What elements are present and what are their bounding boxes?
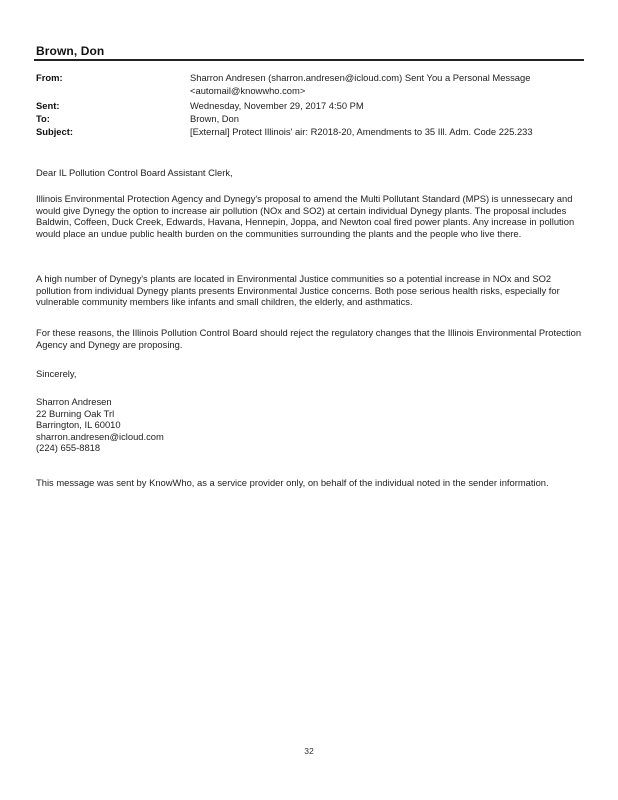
subject-value: [External] Protect Illinois' air: R2018-20, Amendments to 35 Ill. Adm. Code 225.233 <box>190 126 533 137</box>
closing: Sincerely, <box>36 368 77 379</box>
signature-name: Sharron Andresen <box>36 396 112 407</box>
body-paragraph-3 <box>36 327 584 350</box>
body-paragraph-1 <box>36 193 584 239</box>
paragraph-text: A high number of Dynegy's plants are located in Environmental Justice communities so a potential increase in NOx and SO2 pollution from individual Dynegy plants presents Environmental Justice concerns. Both pose serious health risks, especially for vulnerable community members like infants and small children, the elderly, and asthmatics. <box>36 273 560 307</box>
paragraph-text: For these reasons, the Illinois Pollution Control Board should reject the regulatory changes that the Illinois Environmental Protection Agency and Dynegy are proposing. <box>36 327 582 350</box>
signature-street: 22 Burning Oak Trl <box>36 407 115 419</box>
footer-note-text: This message was sent by KnowWho, as a service provider only, on behalf of the individual noted in the sender information. <box>36 477 549 488</box>
footer-note <box>36 477 584 489</box>
to-value: Brown, Don <box>190 113 239 124</box>
sent-value: Wednesday, November 29, 2017 4:50 PM <box>190 100 364 111</box>
from-value-line2: <automail@knowwho.com> <box>190 85 306 96</box>
subject-label: Subject: <box>36 126 73 137</box>
signature-city: Barrington, IL 60010 <box>36 419 121 430</box>
from-value-line1: Sharron Andresen (sharron.andresen@icloud.com) Sent You a Personal Message <box>190 72 531 83</box>
from-label: From: <box>36 72 63 83</box>
signature-phone: (224) 655-8818 <box>36 442 101 453</box>
sender-name: Brown, Don <box>36 44 105 58</box>
page-number: 32 <box>304 746 314 756</box>
paragraph-text: Illinois Environmental Protection Agency and Dynegy's proposal to amend the Multi Pollutant Standard (MPS) is unnessecary and would give Dynegy the option to increase air pollution (NOx and SO2) at certain individual Dynegy plants. The proposal includes Baldwin, Coffeen, Duck Creek, Edwards, Havana, Hennepin, Joppa, and Newton coal fired power plants. Any increase in pollution would place an undue public health burden on the communities surrounding the plants and the people who live there. <box>36 193 575 239</box>
sent-label: Sent: <box>36 100 60 111</box>
signature-block <box>36 396 584 454</box>
greeting: Dear IL Pollution Control Board Assistant Clerk, <box>36 167 233 178</box>
to-label: To: <box>36 113 50 124</box>
body-paragraph-2 <box>36 273 584 308</box>
header-divider <box>34 59 584 61</box>
signature-email: sharron.andresen@icloud.com <box>36 430 164 442</box>
